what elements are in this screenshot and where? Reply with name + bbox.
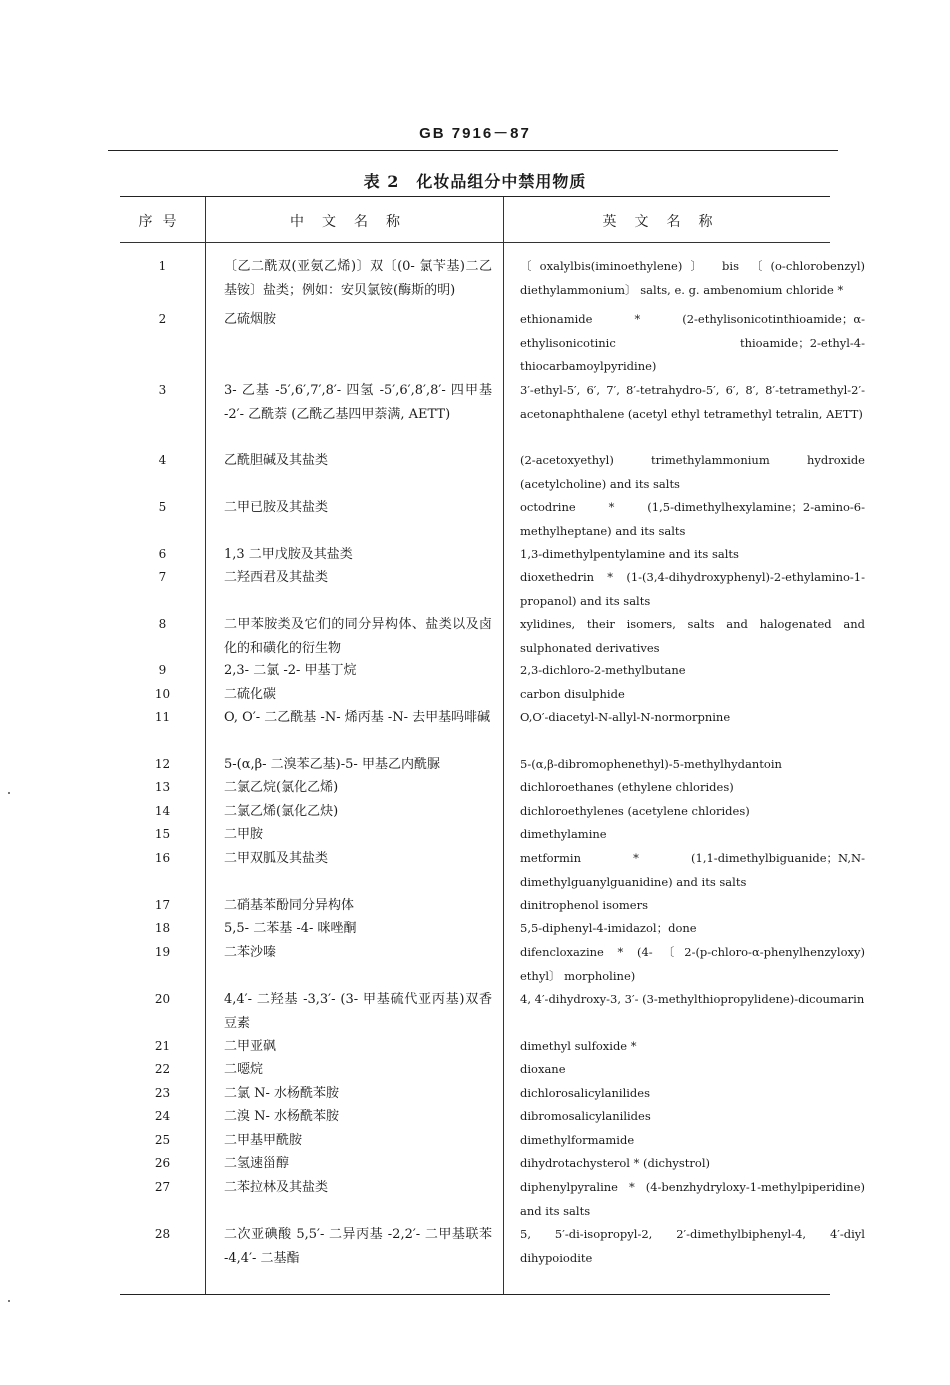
row-number: 17	[154, 898, 171, 912]
chinese-name: 〔乙二酰双(亚氨乙烯)〕双〔(0- 氯苄基)二乙基铵〕盐类；例如：安贝氯铵(酶斯的明)	[224, 259, 492, 298]
row-number: 22	[154, 1062, 171, 1076]
english-name: diphenylpyraline * (4-benzhydryloxy-1-methylpiperidine) and its salts	[520, 1180, 865, 1218]
chinese-name: 二溴 N- 水杨酰苯胺	[224, 1109, 340, 1124]
banned-substances-table	[120, 196, 865, 1295]
row-number: 15	[154, 827, 171, 841]
chinese-name: 3- 乙基 -5′,6′,7′,8′- 四氢 -5′,6′,8′,8′- 四甲基 -2′- 乙酰萘 (乙酰乙基四甲萘满, AETT)	[224, 383, 492, 422]
row-number: 26	[154, 1156, 171, 1170]
row-number: 5	[158, 500, 167, 514]
row-number: 20	[154, 992, 171, 1006]
chinese-name: 二硫化碳	[224, 687, 277, 702]
english-name: dibromosalicylanilides	[520, 1109, 651, 1123]
chinese-name: 二硝基苯酚同分异构体	[224, 898, 355, 913]
column-divider	[503, 197, 504, 1294]
english-name: 5, 5′-di-isopropyl-2, 2′-dimethylbiphenyl-4, 4′-diyl dihypoiodite	[520, 1227, 865, 1265]
english-name: dimethylamine	[520, 827, 607, 841]
chinese-name: 二甲亚砜	[224, 1039, 277, 1054]
english-name: xylidines, their isomers, salts and halogenated and sulphonated derivatives	[520, 617, 865, 655]
chinese-name: 二甲已胺及其盐类	[224, 500, 329, 515]
row-number: 25	[154, 1133, 171, 1147]
chinese-name: 二甲苯胺类及它们的同分异构体、盐类以及卤化的和磺化的衍生物	[224, 617, 492, 656]
chinese-name: 二次亚碘酸 5,5′- 二异丙基 -2,2′- 二甲基联苯 -4,4′- 二基酯	[224, 1227, 492, 1266]
english-name: octodrine * (1,5-dimethylhexylamine；2-amino-6-methylheptane) and its salts	[520, 500, 865, 538]
english-name: dimethylformamide	[520, 1133, 635, 1147]
chinese-name: 二氯 N- 水杨酰苯胺	[224, 1086, 340, 1101]
english-name: dihydrotachysterol * (dichystrol)	[520, 1156, 711, 1170]
english-name: ethionamide * (2-ethylisonicotinthioamide；α-ethylisonicotinic thioamide；2-ethyl-4-thiocarbamoylpyridine)	[520, 312, 865, 374]
english-name: 4, 4′-dihydroxy-3, 3′- (3-methylthiopropylidene)-dicoumarin	[520, 992, 865, 1006]
chinese-name: 二苯沙嗪	[224, 945, 277, 960]
english-name: 〔oxalylbis(iminoethylene)〕 bis 〔(o-chlorobenzyl) diethylammonium〕 salts, e. g. ambenomium chloride *	[520, 259, 865, 297]
english-name: dimethyl sulfoxide *	[520, 1039, 637, 1053]
chinese-name: 5,5- 二苯基 -4- 咪唑酮	[224, 921, 357, 936]
row-number: 14	[154, 804, 171, 818]
row-number: 8	[158, 617, 167, 631]
english-name: 3′-ethyl-5′, 6′, 7′, 8′-tetrahydro-5′, 6′, 8′, 8′-tetramethyl-2′-acetonaphthalene (acetyl ethyl tetramethyl tetralin, AETT)	[520, 383, 865, 421]
scan-speck	[8, 1300, 10, 1302]
chinese-name: 5-(α,β- 二溴苯乙基)-5- 甲基乙内酰脲	[224, 757, 440, 772]
chinese-name: 二氯乙烷(氯化乙烯)	[224, 780, 339, 795]
english-name: 2,3-dichloro-2-methylbutane	[520, 663, 686, 677]
chinese-name: 4,4′- 二羟基 -3,3′- (3- 甲基硫代亚丙基)双香豆素	[224, 992, 492, 1031]
chinese-name: 二甲胺	[224, 827, 264, 842]
english-name: O,O′-diacetyl-N-allyl-N-normorpnine	[520, 710, 731, 724]
row-number: 27	[154, 1180, 171, 1194]
row-number: 13	[154, 780, 171, 794]
standard-code: GB 7916－87	[419, 125, 531, 142]
chinese-name: 2,3- 二氯 -2- 甲基丁烷	[224, 663, 357, 678]
row-number: 16	[154, 851, 171, 865]
row-number: 4	[158, 453, 167, 467]
column-header-no: 序号	[138, 214, 187, 230]
english-name: dichloroethanes (ethylene chlorides)	[520, 780, 734, 794]
english-name: metformin * (1,1-dimethylbiguanide；N,N-dimethylguanylguanidine) and its salts	[520, 851, 865, 889]
header-divider	[120, 242, 830, 243]
row-number: 1	[158, 259, 167, 273]
english-name: 5-(α,β-dibromophenethyl)-5-methylhydantoin	[520, 757, 782, 771]
chinese-name: 二氯乙烯(氯化乙炔)	[224, 804, 339, 819]
scan-speck	[8, 792, 10, 794]
table-title: 表 2 化妆品组分中禁用物质	[363, 172, 587, 191]
row-number: 18	[154, 921, 171, 935]
column-header-english-name: 英文名称	[602, 214, 731, 230]
row-number: 19	[154, 945, 171, 959]
english-name: 1,3-dimethylpentylamine and its salts	[520, 547, 739, 561]
english-name: 5,5-diphenyl-4-imidazol；done	[520, 921, 697, 935]
chinese-name: 二噁烷	[224, 1062, 264, 1077]
english-name: dioxethedrin * (1-(3,4-dihydroxyphenyl)-2-ethylamino-1-propanol) and its salts	[520, 570, 865, 608]
row-number: 6	[158, 547, 167, 561]
row-number: 10	[154, 687, 171, 701]
english-name: carbon disulphide	[520, 687, 625, 701]
chinese-name: 乙酰胆碱及其盐类	[224, 453, 329, 468]
english-name: difencloxazine * (4-〔2-(p-chloro-α-phenylhenzyloxy) ethyl〕 morpholine)	[520, 945, 865, 983]
chinese-name: 二甲基甲酰胺	[224, 1133, 303, 1148]
row-number: 21	[154, 1039, 171, 1053]
chinese-name: 乙硫烟胺	[224, 312, 277, 327]
column-header-chinese-name: 中文名称	[290, 214, 418, 230]
row-number: 3	[158, 383, 167, 397]
chinese-name: 1,3 二甲戊胺及其盐类	[224, 547, 353, 562]
row-number: 12	[154, 757, 171, 771]
chinese-name: 二氢速甾醇	[224, 1156, 290, 1171]
row-number: 9	[158, 663, 167, 677]
chinese-name: 二甲双胍及其盐类	[224, 851, 329, 866]
chinese-name: 二苯拉林及其盐类	[224, 1180, 329, 1195]
english-name: dichlorosalicylanilides	[520, 1086, 651, 1100]
header-rule	[108, 150, 838, 151]
chinese-name: O, O′- 二乙酰基 -N- 烯丙基 -N- 去甲基吗啡碱	[224, 710, 491, 725]
chinese-name: 二羟西君及其盐类	[224, 570, 329, 585]
row-number: 7	[158, 570, 167, 584]
row-number: 2	[158, 312, 167, 326]
row-number: 24	[154, 1109, 171, 1123]
column-divider	[205, 197, 206, 1294]
english-name: dinitrophenol isomers	[520, 898, 649, 912]
row-number: 28	[154, 1227, 171, 1241]
english-name: dichloroethylenes (acetylene chlorides)	[520, 804, 750, 818]
english-name: (2-acetoxyethyl) trimethylammonium hydroxide (acetylcholine) and its salts	[520, 453, 865, 491]
row-number: 11	[154, 710, 171, 724]
english-name: dioxane	[520, 1062, 566, 1076]
row-number: 23	[154, 1086, 171, 1100]
